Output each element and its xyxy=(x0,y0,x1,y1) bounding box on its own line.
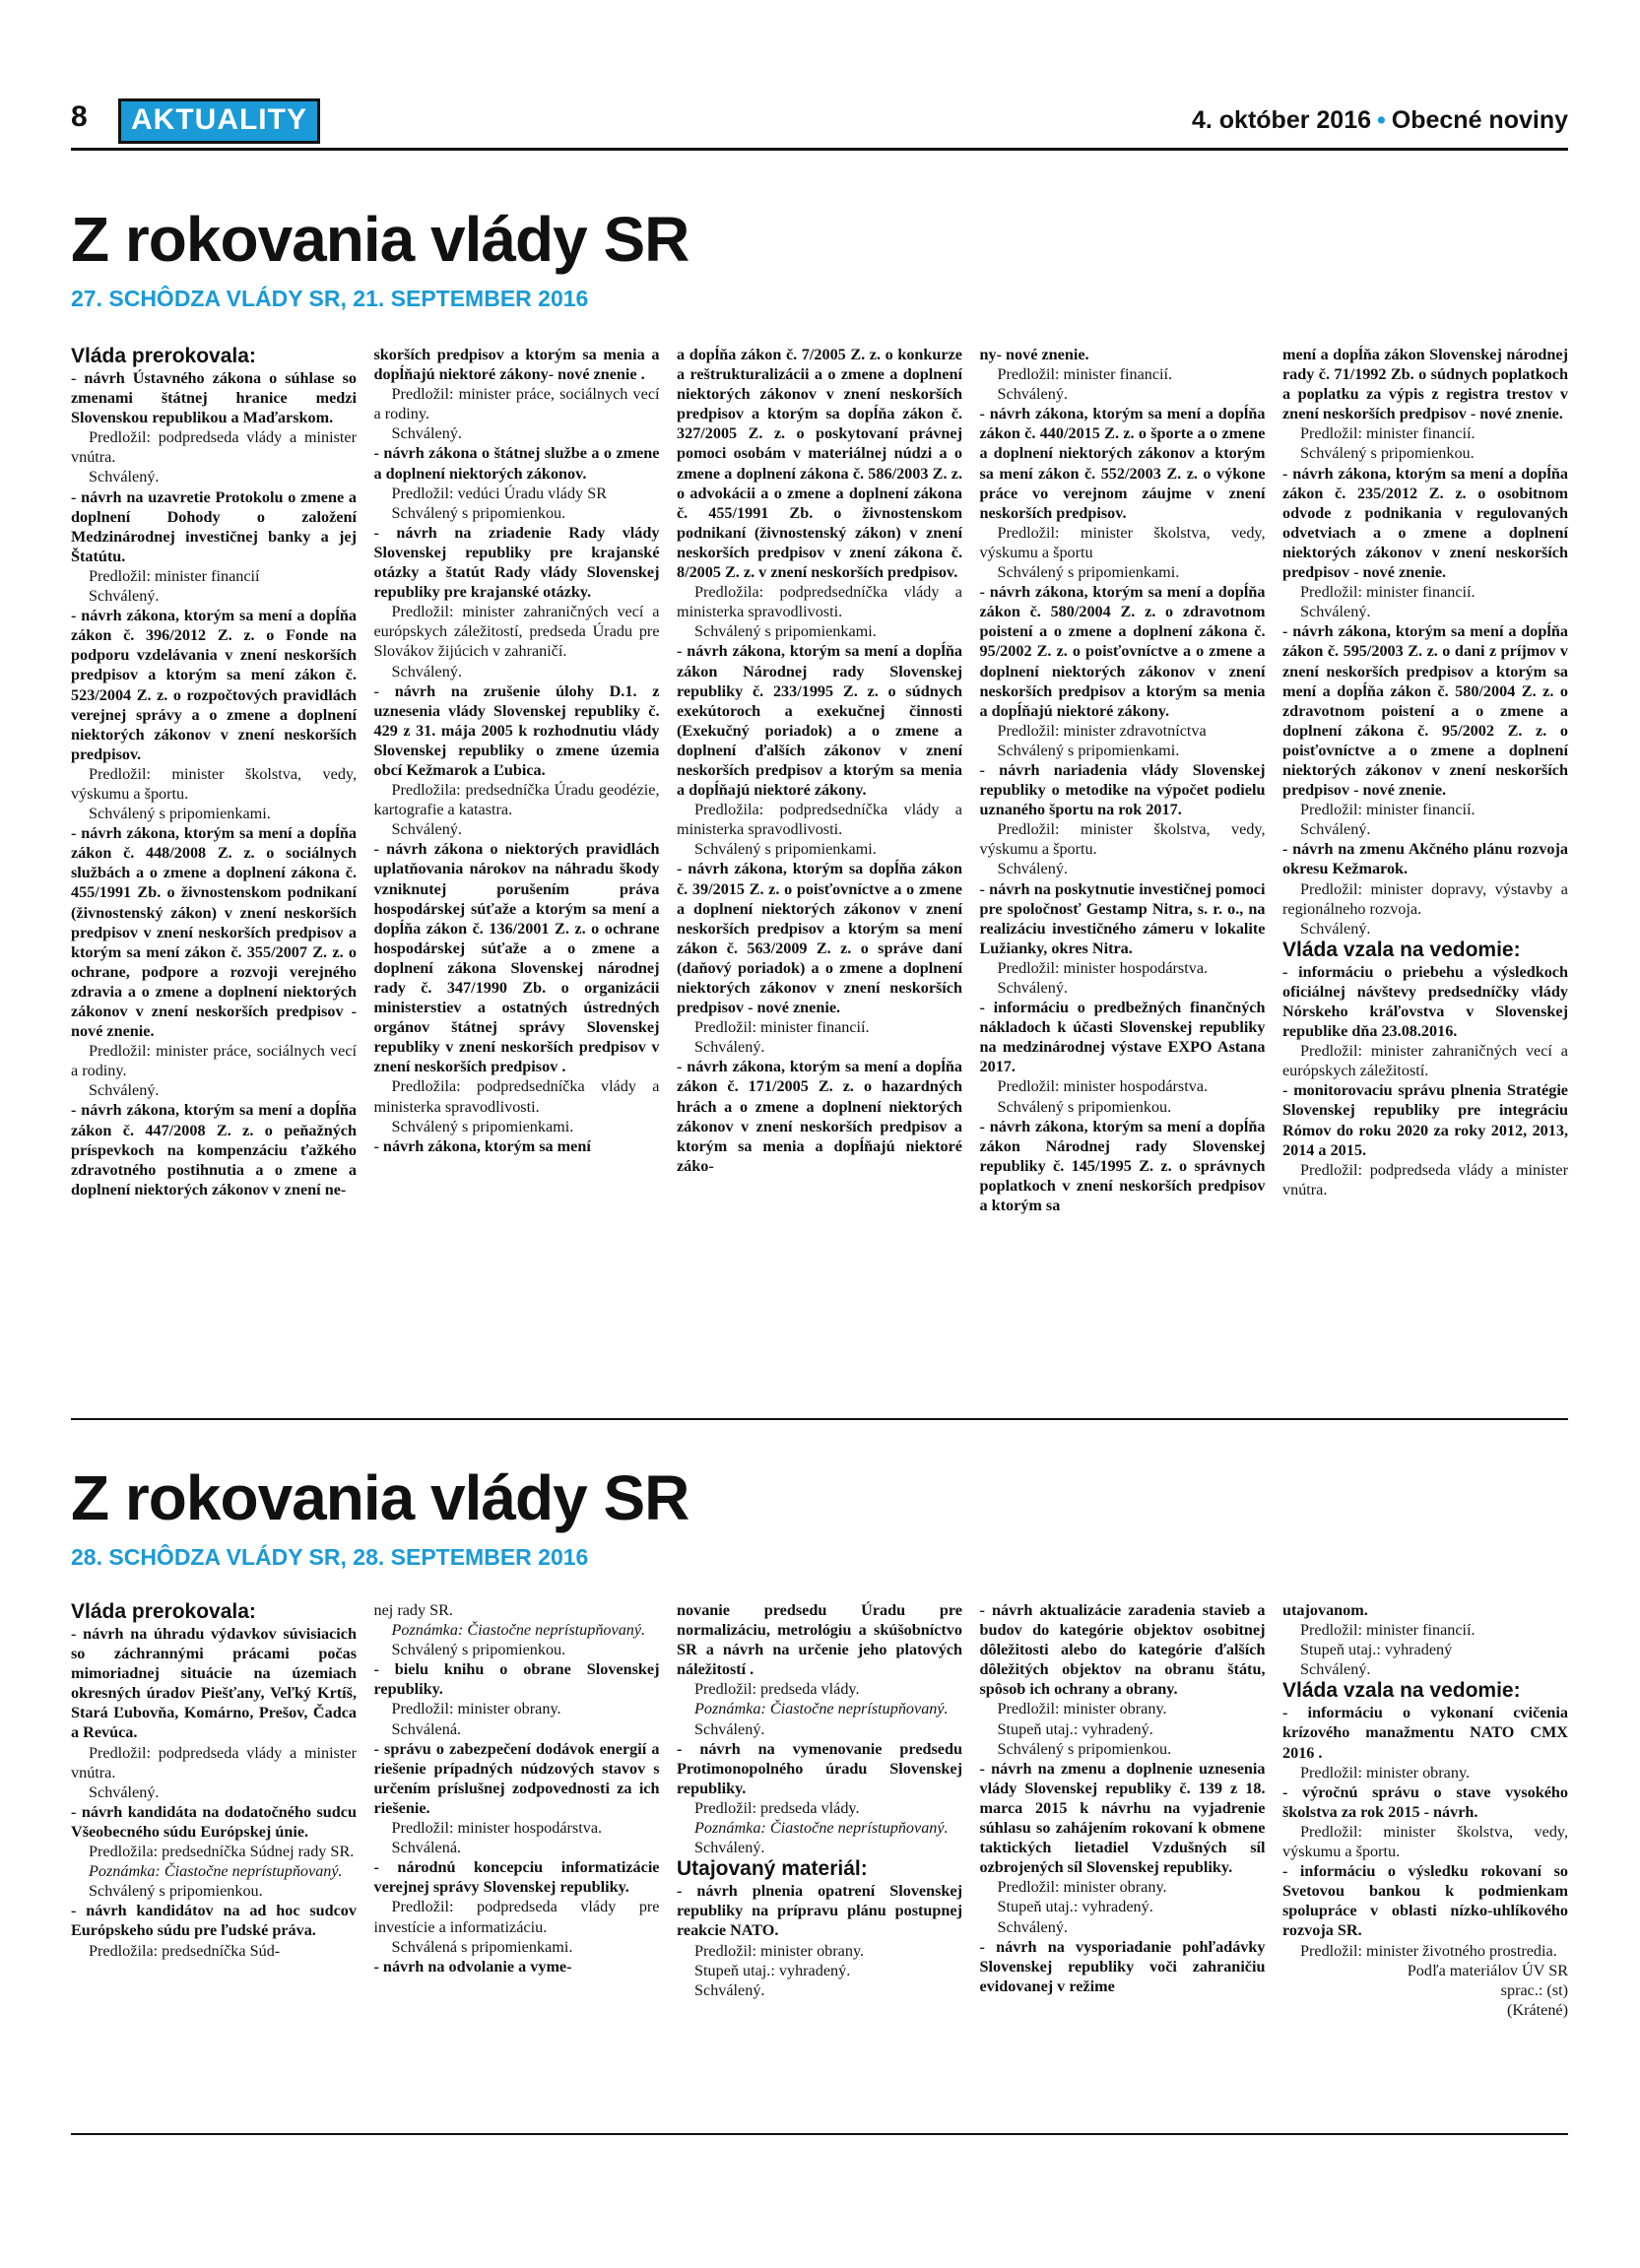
item-note: Predložil: minister financií. xyxy=(1300,1621,1476,1640)
section-badge: AKTUALITY xyxy=(118,98,320,144)
article-2 xyxy=(71,1461,1568,1571)
item-note: Predložil: minister životného prostredia. xyxy=(1300,1941,1557,1960)
article-subtitle: 28. SCHÔDZA VLÁDY SR, 28. SEPTEMBER 2016 xyxy=(71,1544,589,1570)
agenda-item: - návrh na vymenovanie predsedu Protimonopolného úradu Slovenskej republiky. xyxy=(677,1739,962,1797)
agenda-item: - informáciu o vykonaní cvičenia krízového manažmentu NATO CMX 2016 . xyxy=(1282,1704,1568,1762)
agenda-item: - informáciu o predbežných finančných nákladoch k účasti Slovenskej republiky na medzinárodnej výstave EXPO Astana 2017. xyxy=(979,999,1266,1076)
agenda-item: - návrh zákona, ktorým sa mení a dopĺňa zákon č. 595/2003 Z. z. o dani z príjmov v znení neskorších predpisov a ktorým sa mení a dopĺňa zákon č. 580/2004 Z. z. o zdravotnom poistení a o zmene a doplnení zákona č. 95/2002 Z. z. o poisťovníctve a o zmene a doplnení niektorých zákonov v znení neskorších predpisov - nové znenie. xyxy=(1282,622,1568,800)
column xyxy=(980,1600,1266,2020)
item-note: Predložil: minister práce, sociálnych vecí a rodiny. xyxy=(71,1042,357,1080)
section-label: Utajovaný materiál: xyxy=(677,1857,868,1881)
agenda-item: - návrh zákona, ktorým sa mení a dopĺňa zákon č. 580/2004 Z. z. o zdravotnom poistení a o zmene a doplnení zákona č. 95/2002 Z. z. o poisťovníctve a o zmene a doplnení niektorých zákonov v znení neskorších predpisov a ktorým sa menia a dopĺňajú niektoré zákony. xyxy=(979,583,1266,720)
item-note: Predložil: minister obrany. xyxy=(997,1700,1167,1718)
item-note: Stupeň utaj.: vyhradený. xyxy=(997,1719,1153,1738)
section-label: Vláda prerokovala: xyxy=(71,1600,256,1623)
agenda-item: - návrh Ústavného zákona o súhlase so zmenami štátnej hranice medzi Slovenskou republikou a Maďarskom. xyxy=(71,369,357,427)
item-note: Schválený. xyxy=(391,662,462,680)
agenda-item: - správu o zabezpečení dodávok energií a riešenie prípadných núdzových stavov s určením príslušnej zodpovednosti za ich riešenie. xyxy=(373,1739,660,1817)
item-note: nej rady SR. xyxy=(373,1601,453,1619)
item-note: Schválený. xyxy=(694,1038,765,1057)
issue-info xyxy=(1192,106,1568,135)
item-note: Schválený. xyxy=(89,1782,160,1801)
item-note: Predložil: minister obrany. xyxy=(1300,1763,1471,1782)
agenda-item: - návrh zákona, ktorým sa mení a dopĺňa zákon Národnej rady Slovenskej republiky č. 145/1995 Z. z. o správnych poplatkoch v znení neskorších predpisov a ktorým sa xyxy=(979,1117,1266,1215)
footer-rule xyxy=(71,2133,1568,2135)
section-label: Vláda vzala na vedomie: xyxy=(1282,1679,1521,1703)
column xyxy=(71,345,357,1215)
newspaper-page xyxy=(71,98,1568,2019)
source-credit: sprac.: (st) xyxy=(1500,1980,1568,1999)
agenda-item: - návrh zákona, ktorým sa mení a dopĺňa zákon č. 396/2012 Z. z. o Fonde na podporu vzdelávania v znení neskorších predpisov a ktorým sa mení zákon č. 523/2004 Z. z. o rozpočtových pravidlách verejnej správy a o zmene a doplnení niektorých zákonov v znení neskorších predpisov. xyxy=(71,607,357,763)
item-note: Schválený s pripomienkami. xyxy=(997,741,1180,759)
item-note: Schválený s pripomienkou. xyxy=(391,503,566,522)
section-label: Vláda prerokovala: xyxy=(71,345,256,367)
column xyxy=(374,345,660,1215)
agenda-item: - návrh zákona, ktorým sa dopĺňa zákon č. 39/2015 Z. z. o poisťovníctve a o zmene a doplnení niektorých zákonov v znení neskorších predpisov a ktorým sa mení zákon č. 563/2009 Z. z. o správe daní (daňový poriadok) a o zmene a doplnení niektorých zákonov v znení neskorších predpisov - nové znenie. xyxy=(677,860,962,1017)
item-note: Predložil: minister zahraničných vecí a európskych záležitostí. xyxy=(1282,1042,1568,1080)
item-note: Predložila: predsedníčka Súdnej rady SR. xyxy=(89,1843,355,1861)
agenda-item: - návrh aktualizácie zaradenia stavieb a budov do kategórie objektov osobitnej dôležitosti alebo do kategórie ďalších dôležitých objektov na obranu štátu, spôsob ich ochrany a obrany. xyxy=(979,1601,1266,1699)
item-remark: Poznámka: Čiastočne neprístupňovaný. xyxy=(694,1700,949,1718)
item-note: Schválený. xyxy=(997,385,1068,404)
column xyxy=(677,345,962,1215)
item-note: Stupeň utaj.: vyhradený. xyxy=(997,1898,1153,1916)
article-1-columns xyxy=(71,345,1568,1215)
agenda-item: - návrh zákona, ktorým sa mení a dopĺňa zákon č. 447/2008 Z. z. o peňažných príspevkoch na kompenzáciu ťažkého zdravotného postihnutia a o zmene a doplnení niektorých zákonov v znení ne- xyxy=(71,1101,357,1199)
agenda-item: - návrh kandidátov na ad hoc sudcov Európskeho súdu pre ľudské práva. xyxy=(71,1902,357,1940)
agenda-item: - návrh na uzavretie Protokolu o zmene a doplnení Dohody o založení Medzinárodnej investičnej banky a jej Štatútu. xyxy=(71,487,357,565)
agenda-item: - návrh na vysporiadanie pohľadávky Slovenskej republiky voči zahraničiu evidovanej v režime xyxy=(979,1937,1266,1995)
item-note: Predložil: predseda vlády. xyxy=(694,1798,860,1817)
agenda-item: - návrh zákona, ktorým sa mení a dopĺňa zákon č. 171/2005 Z. z. o hazardných hrách a o zmene a doplnení niektorých zákonov v znení neskorších predpisov a ktorým sa menia a dopĺňajú niektoré záko- xyxy=(677,1058,962,1175)
item-note: Schválený s pripomienkami. xyxy=(391,1117,574,1135)
agenda-item: a dopĺňa zákon č. 7/2005 Z. z. o konkurze a reštrukturalizácii a o zmene a doplnení niektorých zákonov v znení neskorších predpisov a ktorým sa dopĺňa zákon č. 327/2005 Z. z. o poskytovaní právnej pomoci osobám v materiálnej núdzi a o zmene a doplnení zákona č. 586/2003 Z. z. o advokácii a o zmene a doplnení zákona č. 455/1991 Zb. o živnostenskom podnikaní (živnostenský zákon) v znení neskorších predpisov v znení zákona č. 8/2005 Z. z. v znení neskorších predpisov. xyxy=(677,346,962,582)
item-note: Schválený. xyxy=(997,979,1068,997)
column xyxy=(980,345,1266,1215)
item-note: Schválený s pripomienkami. xyxy=(997,563,1180,582)
item-note: Predložila: predsedníčka Súd- xyxy=(89,1941,281,1960)
item-note: Predložila: podpredsedníčka vlády a ministerka spravodlivosti. xyxy=(677,583,962,621)
item-note: Schválený s pripomienkou. xyxy=(391,1641,566,1659)
article-title: Z rokovania vlády SR xyxy=(71,1462,689,1533)
article-1 xyxy=(71,203,1568,312)
item-note: Schválený s pripomienkou. xyxy=(997,1739,1172,1758)
item-note: Schválený s pripomienkami. xyxy=(89,805,271,823)
item-note: Predložil: minister zahraničných vecí a európskych záležitostí, predseda Úradu pre Slovákov žijúcich v zahraničí. xyxy=(373,603,660,661)
item-note: Predložil: minister financií. xyxy=(997,365,1173,384)
header-separator: • xyxy=(1377,106,1386,134)
item-note: Schválený. xyxy=(694,1839,765,1857)
column xyxy=(1282,1600,1568,2020)
item-note: Stupeň utaj.: vyhradený xyxy=(1300,1641,1453,1659)
agenda-item: - návrh plnenia opatrení Slovenskej republiky na prípravu plánu postupnej reakcie NATO. xyxy=(677,1882,962,1940)
item-note: Schválený s pripomienkami. xyxy=(694,840,877,859)
agenda-item: - výročnú správu o stave vysokého školstva za rok 2015 - návrh. xyxy=(1282,1782,1568,1821)
item-note: Predložil: vedúci Úradu vlády SR xyxy=(391,484,607,502)
item-note: Predložil: minister školstva, vedy, výskumu a športu. xyxy=(71,764,357,803)
agenda-item: - návrh zákona o štátnej službe a o zmene a doplnení niektorých zákonov. xyxy=(373,444,660,483)
agenda-item: skorších predpisov a ktorým sa menia a dopĺňajú niektoré zákony- nové znenie . xyxy=(373,346,660,384)
agenda-item: - návrh na poskytnutie investičnej pomoci pre spoločnosť Gestamp Nitra, s. r. o., na realizáciu investičného zámeru v lokalite Lužianky, okres Nitra. xyxy=(979,879,1266,957)
article-title: Z rokovania vlády SR xyxy=(71,204,689,275)
item-remark: Poznámka: Čiastočne neprístupňovaný. xyxy=(89,1862,343,1881)
column xyxy=(677,1600,962,2020)
agenda-item: novanie predsedu Úradu pre normalizáciu, metrológiu a skúšobníctvo SR a návrh na určenie jeho platových náležitostí . xyxy=(677,1601,962,1679)
agenda-item: - návrh na úhradu výdavkov súvisiacich so záchrannými prácami počas mimoriadnej situácie na územiach okresných úradov Piešťany, Veľký Krtíš, Stará Ľubovňa, Komárno, Prešov, Čadca a Revúca. xyxy=(71,1625,357,1742)
agenda-item: - návrh zákona, ktorým sa mení a dopĺňa zákon č. 448/2008 Z. z. o sociálnych službách a o zmene a doplnení zákona č. 455/1991 Zb. o živnostenskom podnikaní (živnostenský zákon) v znení neskorších predpisov v znení neskorších predpisov a ktorým sa mení zákon č. 355/2007 Z. z. o ochrane, podpore a rozvoji verejného zdravia a o zmene a doplnení niektorých zákonov v znení neskorších predpisov - nové znenie. xyxy=(71,824,357,1041)
article-2-columns xyxy=(71,1600,1568,2020)
agenda-item: - návrh na odvolanie a vyme- xyxy=(373,1957,572,1976)
item-remark: Poznámka: Čiastočne neprístupňovaný. xyxy=(694,1819,949,1838)
item-note: Predložil: minister obrany. xyxy=(694,1941,865,1960)
agenda-item: mení a dopĺňa zákon Slovenskej národnej rady č. 71/1992 Zb. o súdnych poplatkoch a poplatku za výpis z registra trestov v znení neskorších predpisov - nové znenie. xyxy=(1282,346,1568,423)
item-remark: Poznámka: Čiastočne neprístupňovaný. xyxy=(391,1621,646,1640)
item-note: Predložil: minister zdravotníctva xyxy=(997,721,1207,740)
item-note: Predložil: predseda vlády. xyxy=(694,1680,860,1699)
issue-date: 4. október 2016 xyxy=(1191,106,1372,134)
publication-name: Obecné noviny xyxy=(1391,106,1568,134)
item-note: Schválená. xyxy=(391,1839,462,1857)
item-note: Predložil: minister financií xyxy=(89,566,260,585)
agenda-item: - návrh na zmenu a doplnenie uznesenia vlády Slovenskej republiky č. 139 z 18. marca 2015 k návrhu na vyjadrenie súhlasu so zahájením rokovaní k obmene taktických lietadiel Vzdušných síl ozbrojených síl Slovenskej republiky. xyxy=(979,1759,1266,1877)
agenda-item: - návrh zákona, ktorým sa mení a dopĺňa zákon Národnej rady Slovenskej republiky č. 233/1995 Z. z. o súdnych exekútoroch a exekučnej činnosti (Exekučný poriadok) a o zmene a doplnení ďalších zákonov v znení neskorších predpisov a ktorým sa menia a dopĺňajú niektoré zákony. xyxy=(677,642,962,800)
agenda-item: - návrh kandidáta na dodatočného sudcu Všeobecného súdu Európskej únie. xyxy=(71,1802,357,1841)
agenda-item: - návrh zákona, ktorým sa mení a dopĺňa zákon č. 235/2012 Z. z. o osobitnom odvode z podnikania v regulovaných odvetviach a o zmene a doplnení niektorých zákonov v znení neskorších predpisov - nové znenie. xyxy=(1282,464,1568,582)
item-note: Predložila: podpredsedníčka vlády a ministerka spravodlivosti. xyxy=(373,1077,660,1116)
item-note: Predložil: minister hospodárstva. xyxy=(997,958,1209,977)
item-note: Predložil: minister práce, sociálnych vecí a rodiny. xyxy=(373,385,660,423)
item-note: Schválený. xyxy=(89,468,160,486)
agenda-item: - návrh na zmenu Akčného plánu rozvoja okresu Kežmarok. xyxy=(1282,840,1568,878)
item-note: Predložil: minister financií. xyxy=(1300,424,1476,443)
header-rule xyxy=(71,148,1568,151)
agenda-item: utajovanom. xyxy=(1282,1601,1368,1619)
section-label: Vláda vzala na vedomie: xyxy=(1282,938,1521,961)
item-note: Predložila: predsedníčka Úradu geodézie, kartografie a katastra. xyxy=(373,781,660,819)
agenda-item: - návrh na zrušenie úlohy D.1. z uznesenia vlády Slovenskej republiky č. 429 z 31. mája 2005 k rozhodnutiu vlády Slovenskej republiky o zmene územia obcí Kežmarok a Ľubica. xyxy=(373,681,660,779)
item-note: Predložil: minister školstva, vedy, výskumu a športu. xyxy=(1282,1822,1568,1861)
agenda-item: - informáciu o priebehu a výsledkoch oficiálnej návštevy predsedníčky vlády Nórskeho kráľovstva v Slovenskej republike dňa 23.08.2016. xyxy=(1282,962,1568,1041)
item-note: Schválený. xyxy=(694,1980,765,1999)
agenda-item: - informáciu o výsledku rokovaní so Svetovou bankou k podmienkam spolupráce v oblasti nízko-uhlíkového rozvoja SR. xyxy=(1282,1862,1568,1940)
agenda-item: - návrh nariadenia vlády Slovenskej republiky o metodike na výpočet podielu uznaného športu na rok 2017. xyxy=(979,760,1266,819)
item-note: Predložila: podpredsedníčka vlády a ministerka spravodlivosti. xyxy=(677,801,962,839)
page-number: 8 xyxy=(71,100,88,133)
item-note: Predložil: minister financií. xyxy=(1300,801,1476,819)
item-note: Schválený. xyxy=(391,820,462,839)
item-note: Predložil: podpredseda vlády a minister vnútra. xyxy=(71,428,357,467)
item-note: Schválená s pripomienkami. xyxy=(391,1937,573,1956)
item-note: Predložil: minister školstva, vedy, výskumu a športu xyxy=(979,523,1266,561)
item-note: Schválený. xyxy=(89,587,160,606)
item-note: Predložil: minister hospodárstva. xyxy=(997,1077,1209,1096)
item-note: Predložil: podpredseda vlády a minister vnútra. xyxy=(71,1743,357,1782)
item-note: Schválený. xyxy=(1300,820,1371,839)
agenda-item: - bielu knihu o obrane Slovenskej republiky. xyxy=(373,1660,660,1699)
item-note: Schválený. xyxy=(694,1719,765,1738)
agenda-item: - návrh zákona, ktorým sa mení a dopĺňa zákon č. 440/2015 Z. z. o športe a o zmene a doplnení niektorých zákonov a ktorým sa mení zákon č. 552/2003 Z. z. o výkone práce vo verejnom záujme v znení neskorších predpisov. xyxy=(979,405,1266,522)
item-note: Stupeň utaj.: vyhradený. xyxy=(694,1961,851,1979)
column xyxy=(1282,345,1568,1215)
item-note: Predložil: minister školstva, vedy, výskumu a športu. xyxy=(979,820,1266,859)
item-note: Predložil: minister financií. xyxy=(1300,583,1476,602)
agenda-item: - návrh zákona, ktorým sa mení xyxy=(373,1136,591,1155)
item-note: Predložil: podpredseda vlády pre investície a informatizáciu. xyxy=(373,1898,660,1936)
column xyxy=(71,1600,357,2020)
item-note: Schválený s pripomienkami. xyxy=(694,622,877,641)
column xyxy=(374,1600,660,2020)
agenda-item: - návrh zákona o niektorých pravidlách uplatňovania nárokov na náhradu škody vzniknutej porušením práva hospodárskej súťaže a ktorým sa mení a dopĺňa zákon č. 136/2001 Z. z. o ochrane hospodárskej súťaže a o zmene a doplnení zákona Slovenskej národnej rady č. 347/1990 Zb. o organizácii ministerstiev a ostatných ústredných orgánov štátnej správy Slovenskej republiky v znení neskorších predpisov v znení neskorších predpisov . xyxy=(373,840,660,1076)
item-note: Schválený s pripomienkou. xyxy=(89,1882,263,1901)
item-note: Predložil: minister financií. xyxy=(694,1018,870,1037)
item-note: Predložil: minister obrany. xyxy=(997,1878,1167,1897)
article-subtitle: 27. SCHÔDZA VLÁDY SR, 21. SEPTEMBER 2016 xyxy=(71,286,589,311)
item-note: Schválený. xyxy=(1300,1660,1371,1679)
item-note: Schválený. xyxy=(391,424,462,443)
item-note: Predložil: podpredseda vlády a minister vnútra. xyxy=(1282,1160,1568,1199)
item-note: Schválený s pripomienkou. xyxy=(997,1097,1172,1116)
item-note: Schválený. xyxy=(1300,603,1371,621)
agenda-item: - návrh na zriadenie Rady vlády Slovenskej republiky pre krajanské otázky a štatút Rady vlády Slovenskej republiky pre krajanské otázky. xyxy=(373,523,660,602)
agenda-item: - monitorovaciu správu plnenia Stratégie Slovenskej republiky pre integráciu Rómov do roku 2020 za roky 2012, 2013, 2014 a 2015. xyxy=(1282,1081,1568,1159)
item-note: Schválený. xyxy=(1300,919,1371,938)
source-credit: Podľa materiálov ÚV SR xyxy=(1407,1961,1568,1979)
item-note: Schválená. xyxy=(391,1719,462,1738)
agenda-item: - národnú koncepciu informatizácie verejnej správy Slovenskej republiky. xyxy=(373,1858,660,1897)
item-note: Schválený. xyxy=(997,860,1068,878)
source-credit: (Krátené) xyxy=(1506,2000,1568,2019)
page-header xyxy=(71,98,1568,144)
item-note: Predložil: minister obrany. xyxy=(391,1700,561,1718)
item-note: Predložil: minister hospodárstva. xyxy=(391,1819,603,1838)
item-note: Predložil: minister dopravy, výstavby a regionálneho rozvoja. xyxy=(1282,879,1568,918)
agenda-item: ny- nové znenie. xyxy=(979,346,1089,363)
item-note: Schválený. xyxy=(89,1081,160,1100)
article-divider xyxy=(71,1418,1568,1420)
item-note: Schválený s pripomienkou. xyxy=(1300,444,1475,463)
item-note: Schválený. xyxy=(997,1917,1068,1936)
